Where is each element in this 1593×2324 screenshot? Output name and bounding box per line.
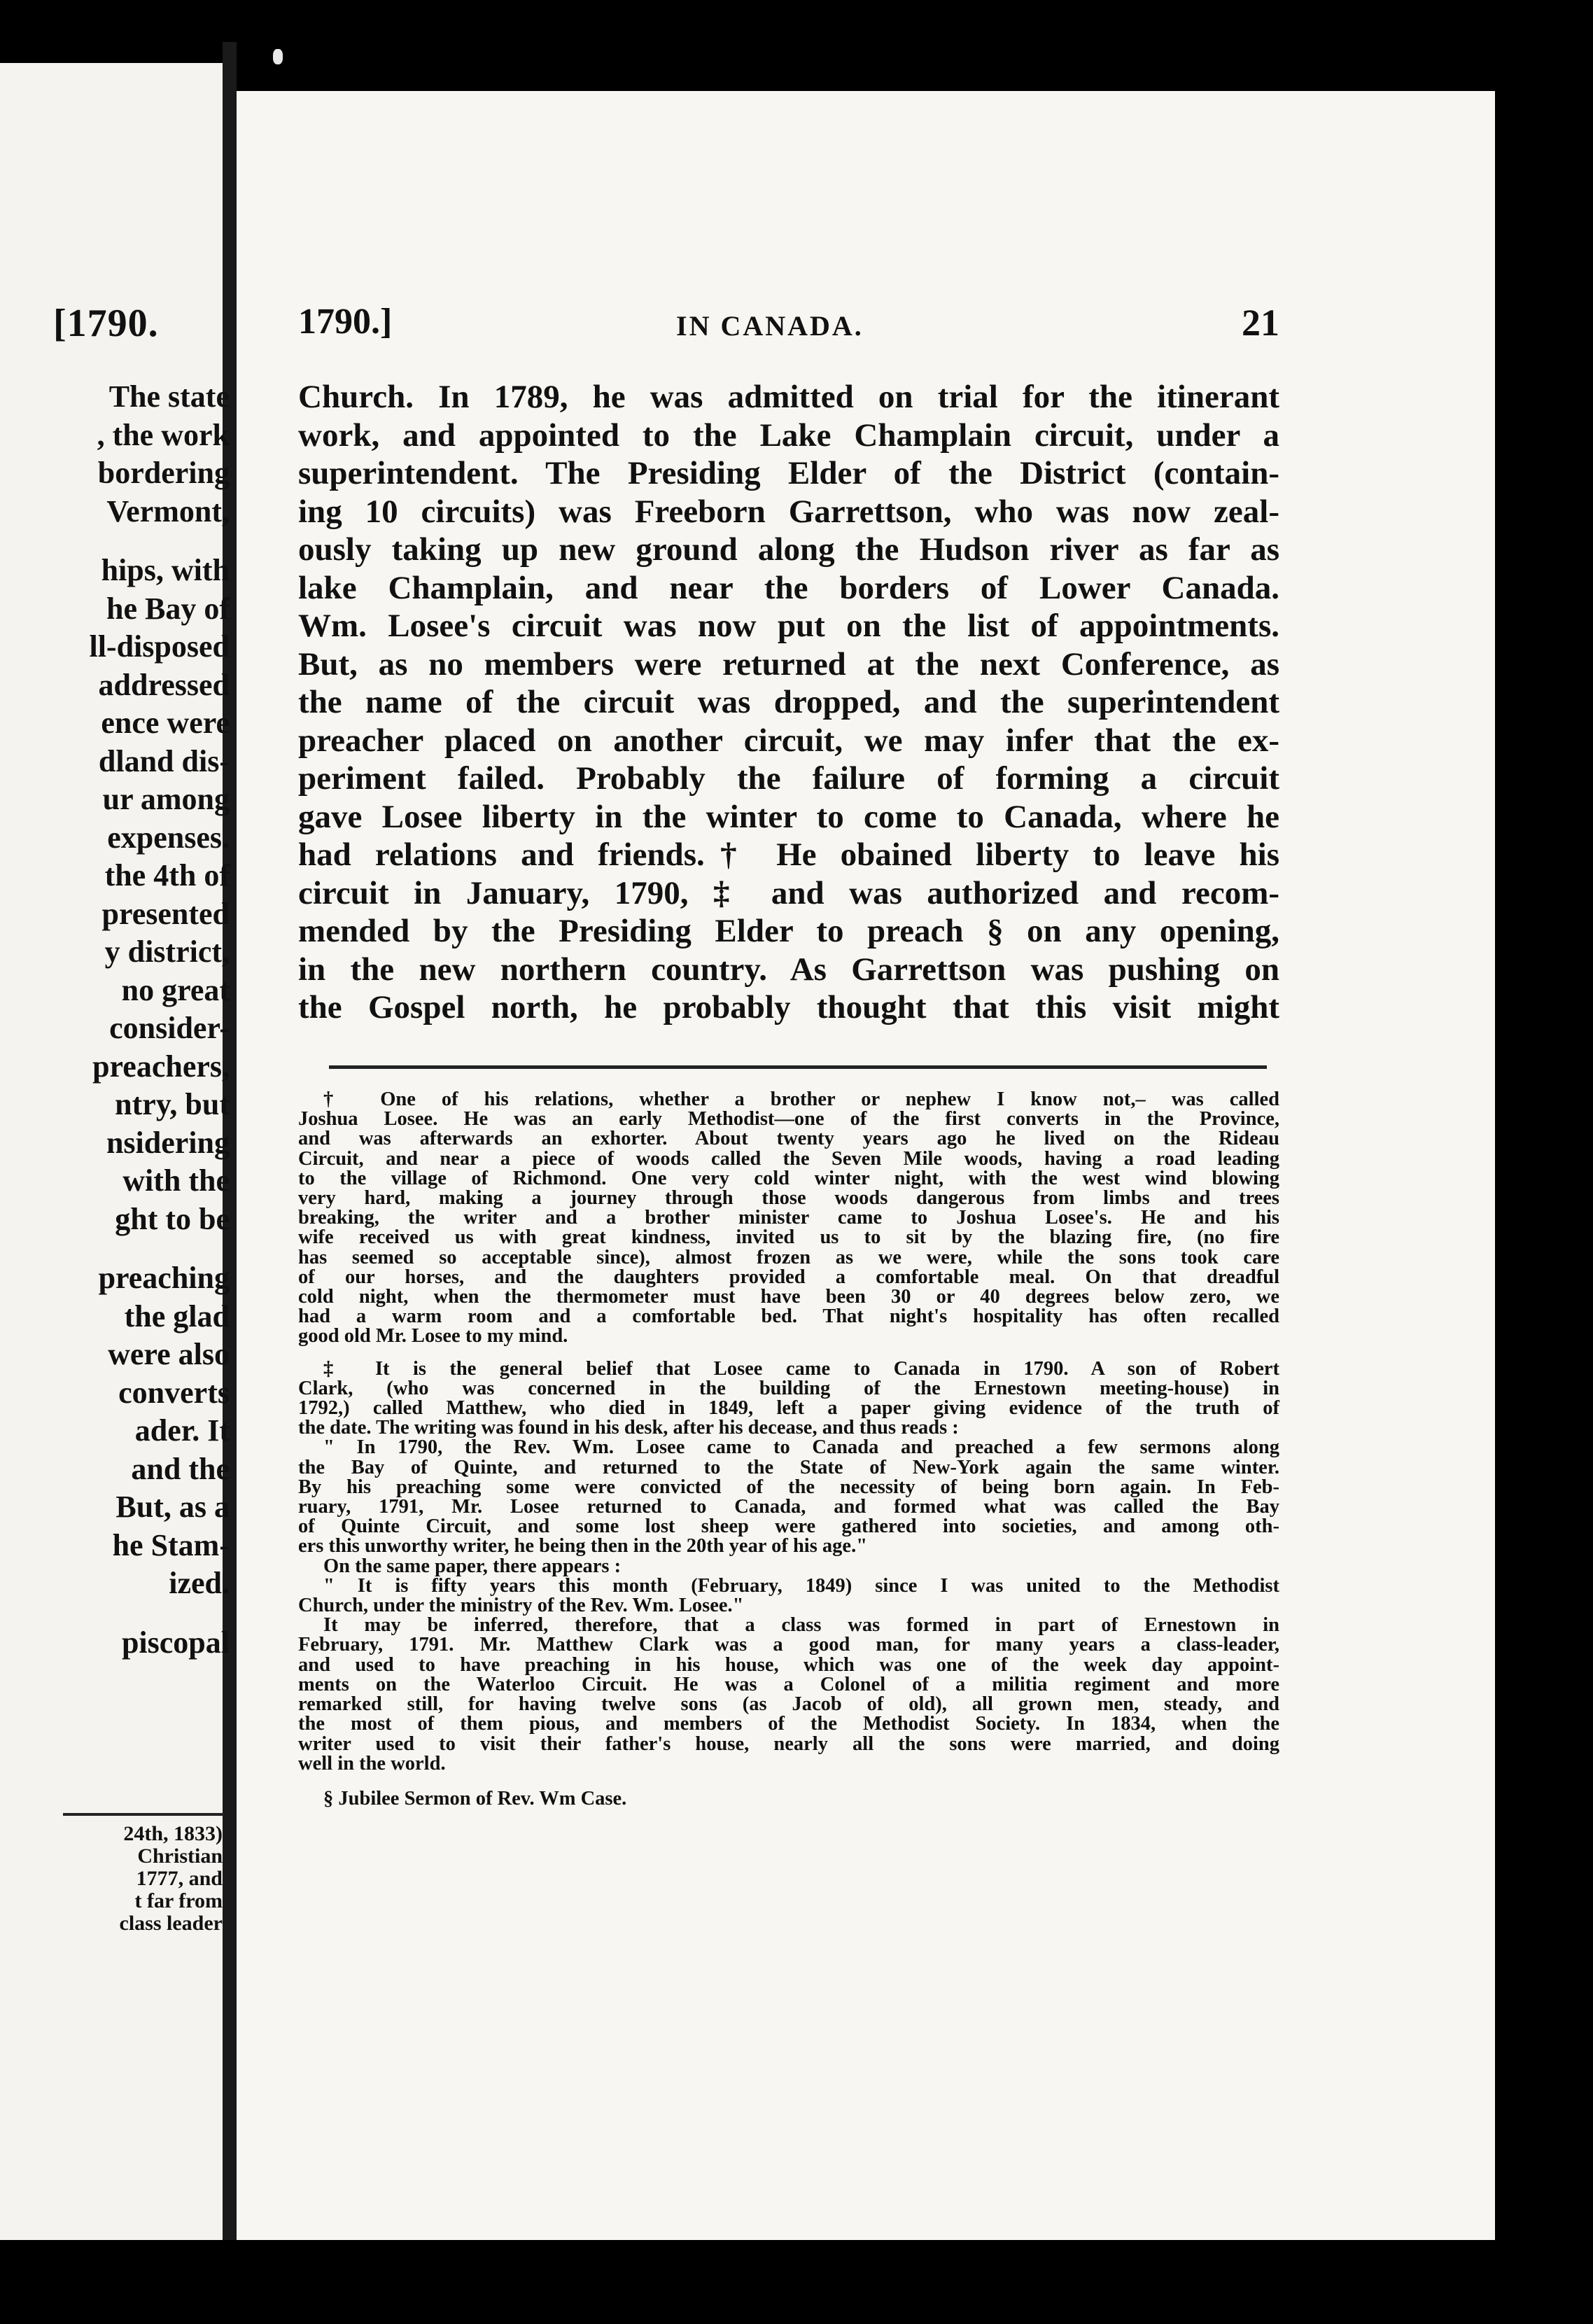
body-line: work, and appointed to the Lake Champlain circuit, under a [298,416,1279,454]
footnote-line: the date. The writing was found in his desk, after his decease, and thus reads : [298,1417,959,1439]
main-body-text [298,378,1279,1027]
body-line: lake Champlain, and near the borders of Lower Canada. [298,569,1279,606]
left-text-line: But, as a [115,1490,230,1524]
left-footnote-line: Christian [137,1844,223,1868]
left-text-line: bordering [97,456,230,490]
left-text-line: he Bay of [106,591,230,626]
left-footnote-line: 24th, 1833) [123,1822,223,1845]
left-text-line: ader. It [134,1413,230,1448]
left-text-line: addressed [98,667,230,702]
running-header [298,301,1279,350]
body-line: Wm. Losee's circuit was now put on the list of appointments. [298,608,1279,644]
body-line: circuit in January, 1790, ‡ and was authorized and recom- [298,874,1279,911]
footnote-line: " In 1790, the Rev. Wm. Losee came to Canada and preached a few sermons along [323,1436,1279,1459]
footnote-line: and was afterwards an exhorter. About twenty years ago he lived on the Rideau [298,1128,1279,1150]
header-year: 1790.] [298,302,393,342]
footnote-line: of our horses, and the daughters provided a comfortable meal. On that dreadful [298,1266,1279,1288]
footnote-line: the Bay of Quinte, and returned to the State of New-York again the same winter. [298,1456,1279,1478]
left-text-line: with the [122,1163,230,1198]
left-text-line: The state [108,379,230,414]
footnote-line: had a warm room and a comfortable bed. That night's hospitality has often recalled [298,1306,1279,1328]
footnote-line: well in the world. [298,1752,446,1774]
left-text-line: dland dis- [98,743,230,778]
footnote-line: It may be inferred, therefore, that a class was formed in part of Ernestown in [323,1614,1279,1637]
left-footnote-rule [63,1813,224,1816]
footnote-line: Clark, (who was concerned in the building of the Ernestown meeting-house) in [298,1377,1279,1399]
footnote-line: wife received us with great kindness, invited us to sit by the blazing fire, (no fire [298,1226,1279,1249]
footnote-line: writer used to visit their father's house, nearly all the sons were married, and doing [298,1732,1279,1755]
body-line: But, as no members were returned at the next Conference, as [298,645,1279,682]
body-line: Church. In 1789, he was admitted on trial for the itinerant [298,379,1279,415]
left-text-line: , the work [97,417,230,452]
left-text-line: expenses. [107,820,230,855]
footnote-line: Circuit, and near a piece of woods called the Seven Mile woods, having a road leading [298,1147,1279,1170]
left-page-header: [1790. [53,302,159,345]
footnote-line: the most of them pious, and members of the Methodist Society. In 1834, when the [298,1713,1279,1735]
left-text-line: hips, with [101,553,230,587]
left-text-line: he Stam- [112,1527,230,1562]
footnote-line: of Quinte Circuit, and some lost sheep were gathered into societies, and among oth- [298,1516,1279,1538]
left-text-line: the glad [124,1298,230,1334]
footnote-line: 1792,) called Matthew, who died in 1849, left a paper giving evidence of the truth of [298,1397,1279,1420]
body-line: superintendent. The Presiding Elder of the District (contain- [298,455,1279,491]
left-text-line-gap [6,531,230,552]
left-text-line: consider- [109,1011,230,1045]
footnote-line: ments on the Waterloo Circuit. He was a Colonel of a militia regiment and more [298,1673,1279,1695]
left-text-line: presented [101,896,230,931]
left-text-line: the 4th of [104,858,230,892]
footnote-section: § Jubilee Sermon of Rev. Wm Case. [323,1787,627,1809]
footnote-same-paper: On the same paper, there appears : [323,1555,622,1577]
footnote-line: remarked still, for having twelve sons (as Jacob of old), all grown men, steady, and [298,1693,1279,1716]
footnote-line: February, 1791. Mr. Matthew Clark was a good man, for many years a class-leader, [298,1634,1279,1656]
left-text-line-gap [6,1603,230,1624]
body-line: the Gospel north, he probably thought that this visit might [298,989,1279,1026]
footnote-line: ers this unworthy writer, he being then in the 20th year of his age." [298,1535,868,1558]
footnote-separator-rule [329,1065,1267,1069]
left-text-line: ur among [102,782,230,816]
left-text-line: ized. [169,1566,230,1600]
footnote-inferred [298,1616,1279,1774]
body-line: gave Losee liberty in the winter to come to Canada, where he [298,798,1279,835]
left-page-text [6,378,230,1662]
footnote-line: Joshua Losee. He was an early Methodist—one of the first converts in the Province, [298,1108,1279,1130]
footnote-line: ruary, 1791, Mr. Losee returned to Canada, and formed what was called the Bay [298,1496,1279,1518]
left-text-line: and the [131,1451,230,1486]
footnote-line: breaking, the writer and a brother minister came to Joshua Losee's. He and his [298,1207,1279,1229]
body-line: ing 10 circuits) was Freeborn Garrettson, who was now zeal- [298,493,1279,530]
footnote-line: † One of his relations, whether a brother or nephew I know not,– was called [323,1088,1279,1110]
header-title: IN CANADA. [676,310,864,342]
left-text-line: ll-disposed [89,629,230,664]
left-text-line: nsidering [106,1125,230,1160]
body-line: the name of the circuit was dropped, and the superintendent [298,684,1279,720]
left-text-line-gap [6,1238,230,1259]
footnote-line: has seemed so acceptable since), almost frozen as we were, while the sons took care [298,1246,1279,1268]
left-footnote-line: t far from [134,1889,223,1912]
left-footnote-line: 1777, and [136,1867,223,1890]
body-line: mended by the Presiding Elder to preach § on any opening, [298,913,1279,949]
footnote-line: cold night, when the thermometer must have been 30 or 40 degrees below zero, we [298,1286,1279,1308]
footnote-line: Church, under the ministry of the Rev. Wm. Losee." [298,1595,744,1617]
body-line: preacher placed on another circuit, we may infer that the ex- [298,722,1279,759]
left-text-line: preachers, [92,1049,230,1084]
left-text-line: Vermont, [106,493,230,528]
left-footnote-line: class leader [119,1912,223,1935]
left-text-line: were also [108,1337,230,1371]
footnote-line: and used to have preaching in his house, which was one of the week day appoint- [298,1653,1279,1676]
page-number: 21 [1242,302,1279,344]
body-line: periment failed. Probably the failure of forming a circuit [298,760,1279,797]
footnote-line: to the village of Richmond. One very cold winter night, with the west wind blowing [298,1167,1279,1189]
body-line: had relations and friends.† He obained liberty to leave his [298,836,1279,873]
left-text-line: converts [118,1375,230,1410]
left-text-line: ght to be [115,1201,230,1236]
left-text-line: no great [121,972,230,1007]
left-text-line: ence were [101,706,230,740]
footnote-fifty-years [298,1576,1279,1616]
left-page-footnotes [0,1823,223,1935]
footnote-line: " It is fifty years this month (February, 1849) since I was united to the Methodist [323,1574,1279,1597]
footnote-line: good old Mr. Losee to my mind. [298,1325,568,1348]
footnote-line: ‡ It is the general belief that Losee came to Canada in 1790. A son of Robert [323,1357,1279,1380]
left-text-line: ntry, but [115,1087,230,1121]
dust-speck [273,49,283,64]
footnote-line: very hard, making a journey through those woods dangerous from limbs and trees [298,1187,1279,1210]
footnote-double-dagger [298,1359,1279,1438]
footnote-line: By his preaching some were convicted of the necessity of being born again. In Feb- [298,1476,1279,1498]
footnote-quote [298,1438,1279,1556]
left-text-line: piscopal [121,1625,230,1660]
body-line: ously taking up new ground along the Hudson river as far as [298,531,1279,568]
footnotes [298,1090,1279,1809]
body-line: in the new northern country. As Garrettson was pushing on [298,951,1279,988]
left-text-line: y district, [104,934,230,969]
footnote-dagger [298,1090,1279,1347]
left-text-line: preaching [98,1261,230,1295]
